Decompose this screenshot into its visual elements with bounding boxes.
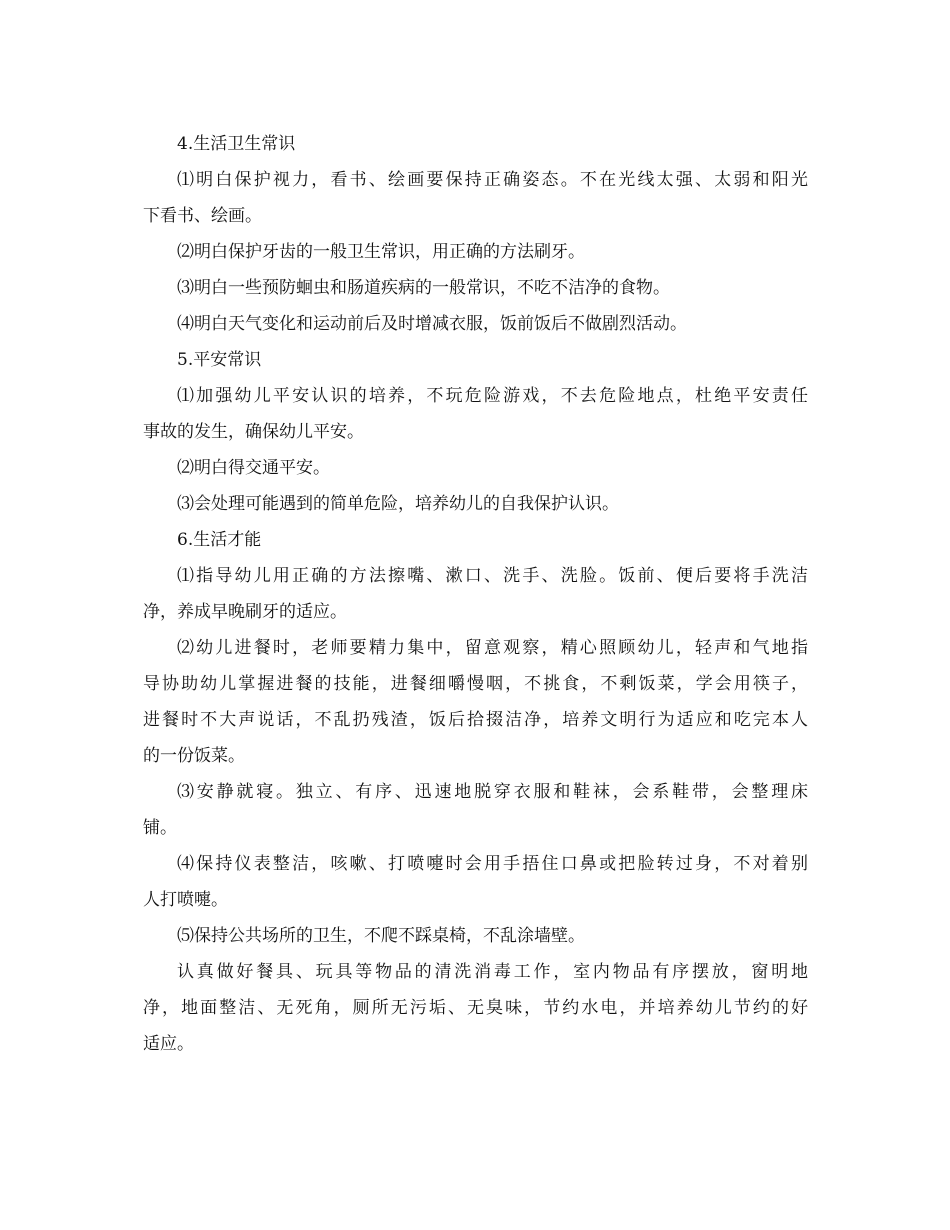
text-line: 下看书、绘画。 — [143, 206, 262, 226]
text-line: 进餐时不大声说话，不乱扔残渣，饭后拾掇洁净，培养文明行为适应和吃完本人 — [143, 710, 808, 730]
text-line: 适应。 — [143, 1034, 194, 1054]
text-line: ⑵幼儿进餐时，老师要精力集中，留意观察，精心照顾幼儿，轻声和气地指 — [177, 638, 808, 658]
text-line: ⑶明白一些预防蛔虫和肠道疾病的一般常识，不吃不洁净的食物。 — [177, 278, 670, 298]
text-line: ⑴指导幼儿用正确的方法擦嘴、漱口、洗手、洗脸。饭前、便后要将手洗洁 — [177, 566, 808, 586]
text-line: ⑶会处理可能遇到的简单危险，培养幼儿的自我保护认识。 — [177, 494, 619, 514]
text-line: 净，养成早晚刷牙的适应。 — [143, 602, 347, 622]
text-line: ⑷明白天气变化和运动前后及时增减衣服，饭前饭后不做剧烈活动。 — [177, 314, 687, 334]
text-line: 人打喷嚏。 — [143, 890, 228, 910]
text-line: ⑶安静就寝。独立、有序、迅速地脱穿衣服和鞋袜，会系鞋带，会整理床 — [177, 782, 808, 802]
text-line: 铺。 — [143, 818, 177, 838]
text-line: 净，地面整洁、无死角，厕所无污垢、无臭味，节约水电，并培养幼儿节约的好 — [143, 998, 808, 1018]
text-line: ⑸保持公共场所的卫生，不爬不踩桌椅，不乱涂墙壁。 — [177, 926, 585, 946]
text-line: 4.生活卫生常识 — [177, 134, 296, 154]
text-line: 导协助幼儿掌握进餐的技能，进餐细嚼慢咽，不挑食，不剩饭菜，学会用筷子， — [143, 674, 808, 694]
text-line: ⑴加强幼儿平安认识的培养，不玩危险游戏，不去危险地点，杜绝平安责任 — [177, 386, 808, 406]
text-line: ⑵明白得交通平安。 — [177, 458, 330, 478]
document-body — [143, 126, 808, 1062]
text-line: ⑷保持仪表整洁，咳嗽、打喷嚏时会用手捂住口鼻或把脸转过身，不对着别 — [177, 854, 808, 874]
text-line: ⑵明白保护牙齿的一般卫生常识，用正确的方法刷牙。 — [177, 242, 585, 262]
text-line: 认真做好餐具、玩具等物品的清洗消毒工作，室内物品有序摆放，窗明地 — [177, 962, 808, 982]
text-line: 5.平安常识 — [177, 350, 262, 370]
text-line: 事故的发生，确保幼儿平安。 — [143, 422, 364, 442]
text-line: ⑴明白保护视力，看书、绘画要保持正确姿态。不在光线太强、太弱和阳光 — [177, 170, 808, 190]
text-line: 6.生活才能 — [177, 530, 262, 550]
text-line: 的一份饭菜。 — [143, 746, 245, 766]
